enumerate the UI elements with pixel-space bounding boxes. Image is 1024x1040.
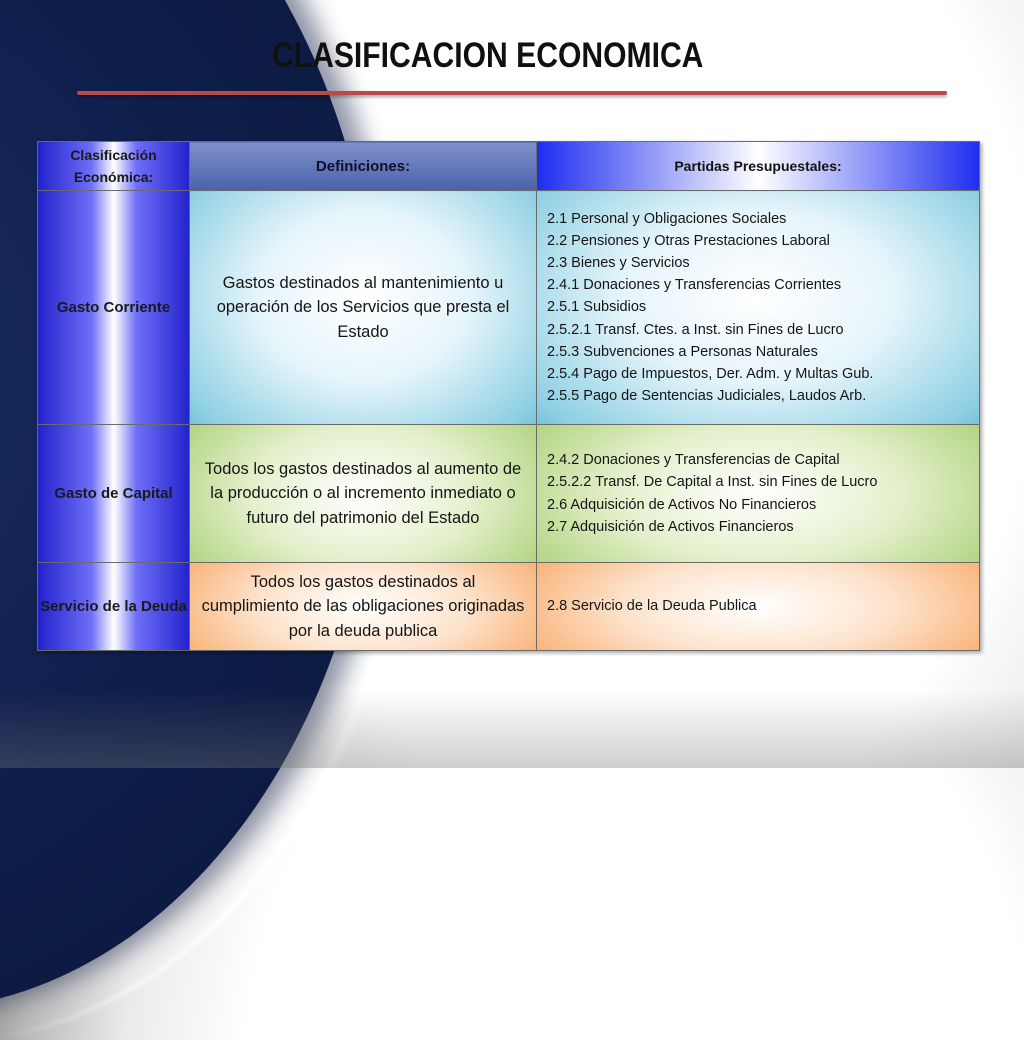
list-item: 2.8 Servicio de la Deuda Publica [547, 598, 757, 615]
item-list [547, 208, 969, 408]
list-item: 2.5.4 Pago de Impuestos, Der. Adm. y Multas Gub. [547, 365, 874, 382]
items-cell [537, 425, 980, 563]
table-header-row [38, 142, 980, 191]
slide-title: CLASIFICACION ECONOMICA [272, 36, 704, 75]
list-item: 2.5.1 Subsidios [547, 299, 647, 316]
table-row-servicio-deuda [38, 563, 980, 651]
category-cell: Gasto de Capital [38, 425, 190, 563]
list-item: 2.3 Bienes y Servicios [547, 255, 690, 272]
list-item: 2.5.2.2 Transf. De Capital a Inst. sin Fines de Lucro [547, 474, 878, 491]
header-partidas: Partidas Presupuestales: [537, 142, 980, 191]
item-list [547, 595, 969, 617]
list-item: 2.2 Pensiones y Otras Prestaciones Laboral [547, 232, 830, 249]
list-item: 2.7 Adquisición de Activos Financieros [547, 518, 794, 535]
header-definiciones: Definiciones: [190, 142, 537, 191]
table-row-gasto-capital [38, 425, 980, 563]
background-bottom-shade [0, 690, 1024, 768]
header-clasificacion: Clasificación Económica: [38, 142, 190, 191]
list-item: 2.1 Personal y Obligaciones Sociales [547, 210, 787, 227]
items-cell [537, 191, 980, 425]
classification-table [37, 141, 980, 651]
items-cell [537, 563, 980, 651]
definition-cell: Gastos destinados al mantenimiento u operación de los Servicios que presta el Estado [190, 191, 537, 425]
item-list [547, 449, 969, 538]
list-item: 2.5.2.1 Transf. Ctes. a Inst. sin Fines de Lucro [547, 321, 844, 338]
list-item: 2.4.2 Donaciones y Transferencias de Capital [547, 452, 840, 469]
list-item: 2.6 Adquisición de Activos No Financieros [547, 496, 817, 513]
list-item: 2.4.1 Donaciones y Transferencias Corrientes [547, 277, 842, 294]
table-row-gasto-corriente [38, 191, 980, 425]
definition-cell: Todos los gastos destinados al cumplimiento de las obligaciones originadas por la deuda publica [190, 563, 537, 651]
category-cell: Servicio de la Deuda [38, 563, 190, 651]
definition-cell: Todos los gastos destinados al aumento de la producción o al incremento inmediato o futuro del patrimonio del Estado [190, 425, 537, 563]
list-item: 2.5.5 Pago de Sentencias Judiciales, Laudos Arb. [547, 388, 867, 405]
list-item: 2.5.3 Subvenciones a Personas Naturales [547, 343, 818, 360]
category-cell: Gasto Corriente [38, 191, 190, 425]
title-underline [77, 91, 947, 95]
